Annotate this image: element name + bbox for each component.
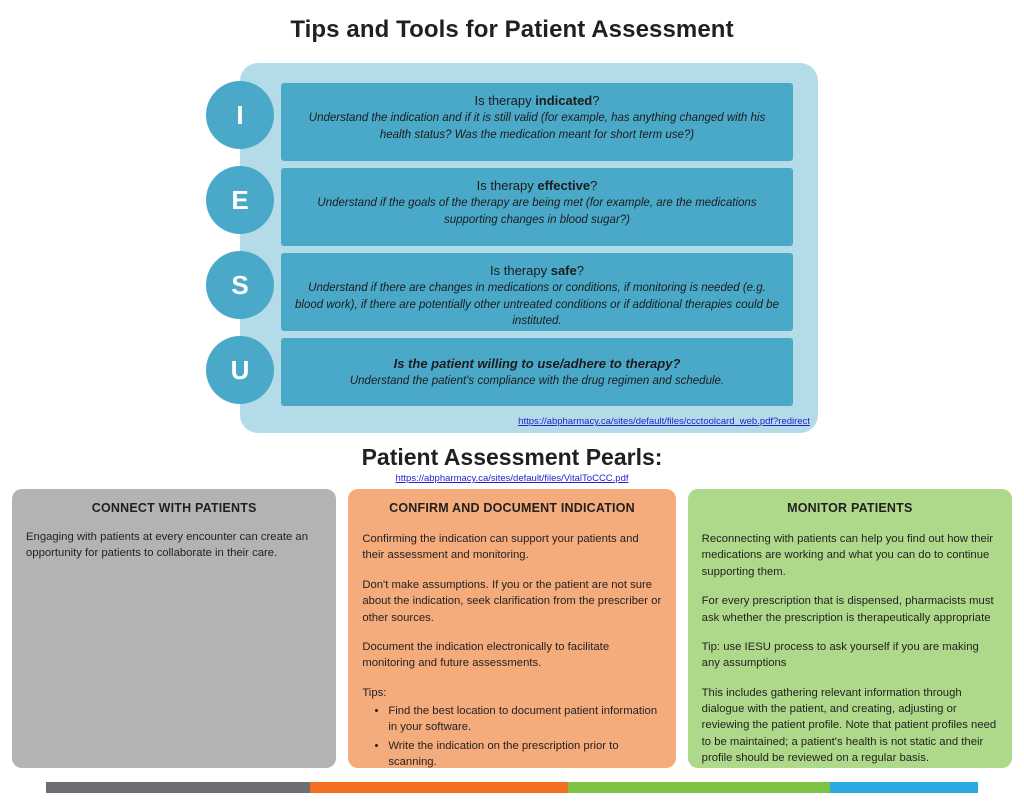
card-paragraph: Don't make assumptions. If you or the patient are not sure about the indication, seek clarification from the prescriber or other sources. (362, 578, 662, 624)
card-bullet-list (362, 703, 661, 768)
iesu-question-pre: Is therapy (490, 263, 551, 278)
iesu-panel (230, 63, 818, 433)
iesu-question-use-adhere (295, 356, 779, 371)
list-item: • Write the indication on the prescription prior to scanning. (388, 738, 661, 768)
card-paragraph: Engaging with patients at every encounter can create an opportunity for patients to collaborate in their care. (26, 531, 308, 560)
list-item: • Find the best location to document patient information in your software. (388, 703, 661, 736)
bar-segment-green (568, 782, 830, 793)
iesu-box-indicated (281, 83, 793, 161)
card-paragraph: Tip: use IESU process to ask yourself if you are making any assumptions (701, 640, 979, 670)
card-title-confirm: CONFIRM AND DOCUMENT INDICATION (389, 501, 635, 515)
pearls-cards (12, 489, 1012, 768)
pearls-title: Patient Assessment Pearls: (361, 444, 663, 470)
iesu-description-safe: Understand if there are changes in medications or conditions, if monitoring is needed (e.g. blood work), if there are potentially other untreated conditions or if additional therapies could be instituted. (295, 282, 779, 328)
card-paragraph: Reconnecting with patients can help you find out how their medications are working and what you can do to continue supporting them. (701, 533, 994, 578)
card-title-monitor: MONITOR PATIENTS (787, 501, 913, 515)
card-paragraph-tips-label: Tips: (362, 686, 387, 699)
bar-segment-gray (46, 782, 310, 793)
iesu-question-effective (295, 178, 779, 193)
iesu-question-keyword: use/adhere (537, 356, 606, 371)
card-paragraph: For every prescription that is dispensed, pharmacists must ask whether the prescription is therapeutically appropriate (701, 595, 994, 624)
iesu-question-safe (295, 263, 779, 278)
card-confirm-and-document-indication (348, 489, 675, 768)
iesu-question-pre: Is the patient willing to (393, 356, 538, 371)
iesu-question-post: ? (590, 178, 598, 193)
iesu-box-effective (281, 168, 793, 246)
iesu-letter-u: U (206, 336, 274, 404)
iesu-letter-e: E (206, 166, 274, 234)
card-title-connect: CONNECT WITH PATIENTS (91, 501, 257, 515)
card-paragraph: This includes gathering relevant information through dialogue with the patient, and creating, adjusting or reviewing the patient profile. Note that patient profiles need to be maintained; a patient's health is not static and their profile should be reviewed on a regular basis. (701, 686, 997, 765)
bar-segment-orange (310, 782, 568, 793)
iesu-letter-i: I (206, 81, 274, 149)
iesu-question-indicated (295, 93, 779, 108)
iesu-box-use-adhere (281, 338, 793, 406)
iesu-box-safe (281, 253, 793, 331)
iesu-question-post: ? (576, 263, 584, 278)
iesu-description-effective: Understand if the goals of the therapy are being met (for example, are the medications supporting changes in blood sugar?) (317, 197, 757, 226)
card-connect-with-patients (12, 489, 336, 768)
iesu-description-indicated: Understand the indication and if it is still valid (for example, has anything changed with his health status? Was the medication meant for short term use?) (308, 112, 766, 141)
pearls-source-link[interactable]: https://abpharmacy.ca/sites/default/files/VitalToCCC.pdf (395, 473, 629, 484)
iesu-question-pre: Is therapy (476, 178, 538, 193)
iesu-description-use-adhere: Understand the patient's compliance with the drug regimen and schedule. (349, 375, 725, 387)
card-monitor-patients (688, 489, 1012, 768)
iesu-letter-s: S (206, 251, 274, 319)
bottom-color-bar (46, 782, 978, 793)
card-paragraph: Document the indication electronically to facilitate monitoring and future assessments. (362, 640, 610, 670)
iesu-question-post: ? (592, 93, 600, 108)
bar-segment-blue (830, 782, 978, 793)
page-title: Tips and Tools for Patient Assessment (290, 16, 734, 43)
iesu-question-keyword: safe (550, 263, 577, 278)
iesu-question-pre: Is therapy (474, 93, 536, 108)
card-paragraph: Confirming the indication can support your patients and their assessment and monitoring. (362, 533, 639, 562)
iesu-question-keyword: indicated (535, 93, 593, 108)
iesu-question-keyword: effective (537, 178, 591, 193)
iesu-source-link[interactable]: https://abpharmacy.ca/sites/default/files/ccctoolcard_web.pdf?redirect (518, 416, 810, 427)
iesu-question-post: to therapy? (605, 356, 681, 371)
